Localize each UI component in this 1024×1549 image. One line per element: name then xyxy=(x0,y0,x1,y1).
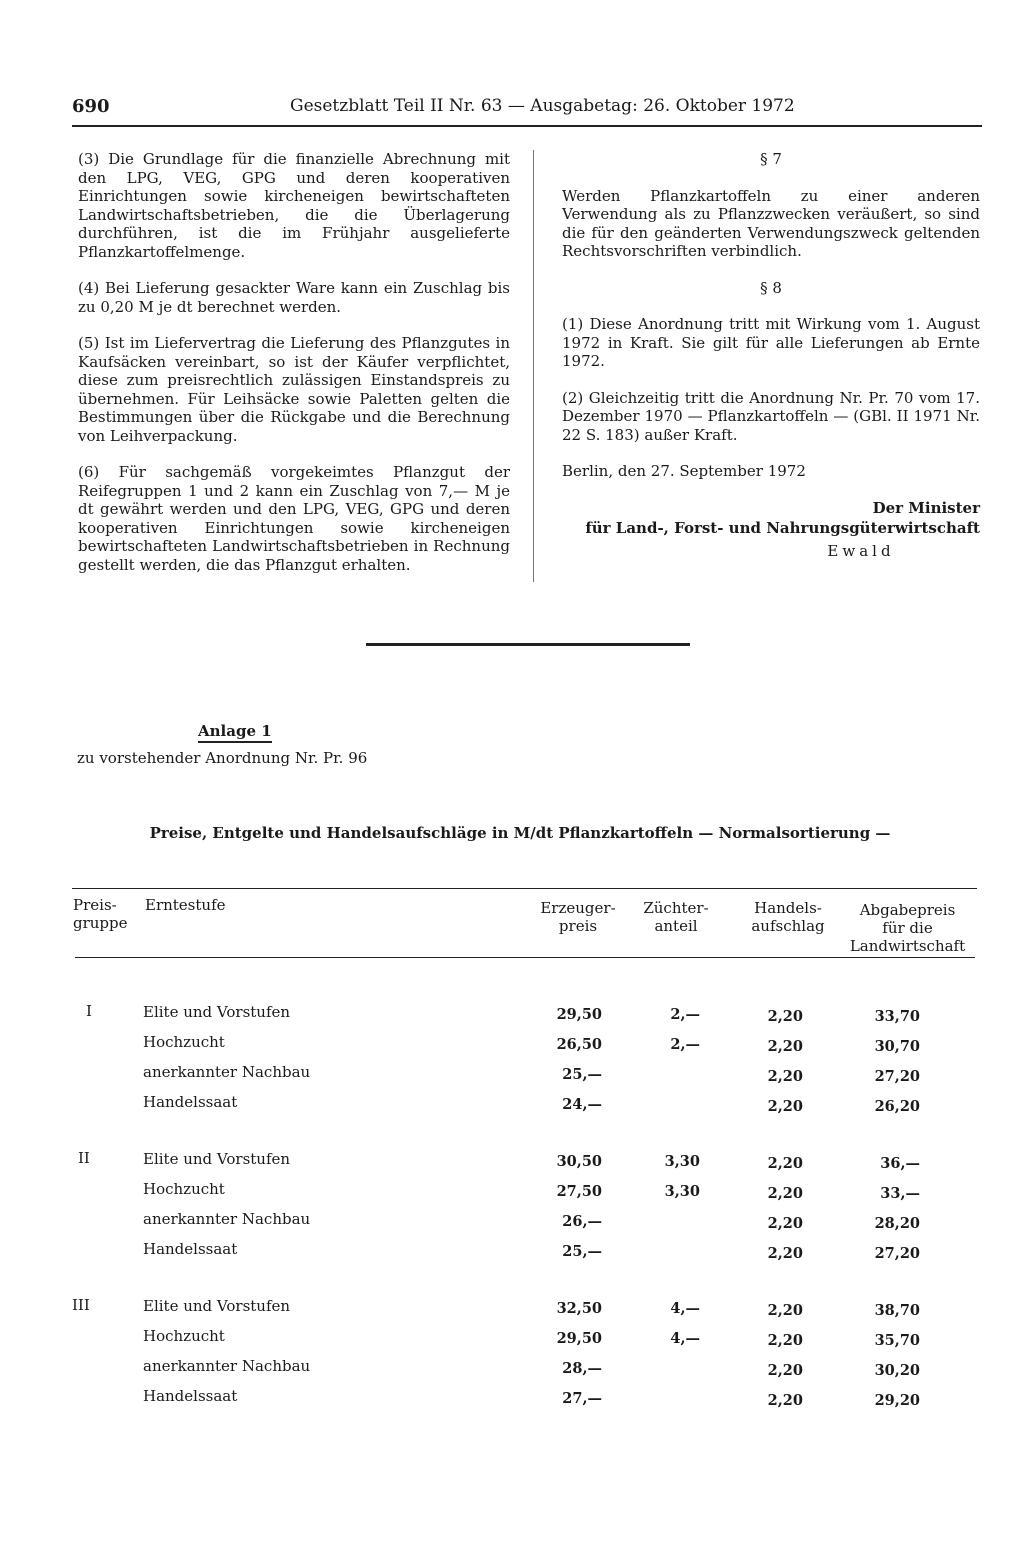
header-abgabepreis-line1: Abgabepreis xyxy=(859,901,956,919)
table-title: Preise, Entgelte und Handelsaufschläge in M/dt Pflanzkartoffeln — Normalsortierung — xyxy=(149,824,891,842)
cell-handelsaufschlag: 2,20 xyxy=(767,1185,803,1202)
cell-zuechteranteil: 4,— xyxy=(670,1330,700,1347)
right-column xyxy=(562,150,980,560)
cell-handelsaufschlag: 2,20 xyxy=(767,1038,803,1055)
cell-erntestufe: anerkannter Nachbau xyxy=(143,1357,311,1375)
cell-zuechteranteil: 2,— xyxy=(670,1006,700,1023)
paragraph-3-text: (3) Die Grundlage für die finanzielle Abrechnung mit den LPG, VEG, GPG und deren kooperativen Einrichtungen sowie kircheneigen bewirtschafteten Landwirtschaftsbetrieben, die die Überlagerung durchführen, ist die im Frühjahr ausgelieferte Pflanzkartoffelmenge. xyxy=(78,150,510,261)
cell-erzeugerpreis: 27,— xyxy=(562,1390,602,1407)
section-8-paragraph-2-text: (2) Gleichzeitig tritt die Anordnung Nr. Pr. 70 vom 17. Dezember 1970 — Pflanzkartoffeln — (GBl. II 1971 Nr. 22 S. 183) außer Kraft. xyxy=(562,388,980,444)
section-separator xyxy=(366,643,690,646)
cell-handelsaufschlag: 2,20 xyxy=(767,1098,803,1115)
cell-abgabepreis: 28,20 xyxy=(874,1215,920,1232)
header-zuechteranteil-line1: Züchter- xyxy=(643,899,709,917)
cell-erzeugerpreis: 32,50 xyxy=(556,1300,602,1317)
header-handelsaufschlag-line1: Handels- xyxy=(754,899,822,917)
anlage-reference: zu vorstehender Anordnung Nr. Pr. 96 xyxy=(77,749,368,767)
header-erzeugerpreis-line1: Erzeuger- xyxy=(540,899,616,917)
section-8-paragraph-2 xyxy=(562,389,980,445)
cell-erzeugerpreis: 25,— xyxy=(562,1243,602,1260)
header-handelsaufschlag-line2: aufschlag xyxy=(751,917,825,935)
table-header-rule xyxy=(75,957,975,958)
group-label: III xyxy=(72,1296,90,1314)
cell-abgabepreis: 38,70 xyxy=(874,1302,920,1319)
cell-zuechteranteil: 3,30 xyxy=(664,1153,700,1170)
header-handelsaufschlag xyxy=(738,899,838,935)
paragraph-3 xyxy=(78,150,510,261)
group-label: I xyxy=(86,1002,92,1020)
left-column xyxy=(78,150,510,592)
cell-erntestufe: Handelssaat xyxy=(143,1240,238,1258)
header-rule xyxy=(72,125,982,127)
cell-abgabepreis: 26,20 xyxy=(874,1098,920,1115)
header-zuechteranteil xyxy=(631,899,721,935)
cell-abgabepreis: 30,70 xyxy=(874,1038,920,1055)
cell-erntestufe: Handelssaat xyxy=(143,1387,238,1405)
cell-erzeugerpreis: 26,50 xyxy=(556,1036,602,1053)
paragraph-4-text: (4) Bei Lieferung gesackter Ware kann ein Zuschlag bis zu 0,20 M je dt berechnet werden. xyxy=(78,279,510,316)
cell-handelsaufschlag: 2,20 xyxy=(767,1068,803,1085)
header-preisgruppe xyxy=(73,896,128,932)
cell-handelsaufschlag: 2,20 xyxy=(767,1302,803,1319)
signature-name: Ewald xyxy=(827,541,895,560)
cell-erntestufe: Hochzucht xyxy=(143,1180,225,1198)
cell-handelsaufschlag: 2,20 xyxy=(767,1008,803,1025)
page-number: 690 xyxy=(72,96,110,117)
section-8-heading: § 8 xyxy=(760,278,782,297)
paragraph-5 xyxy=(78,334,510,445)
cell-zuechteranteil: 2,— xyxy=(670,1036,700,1053)
section-7-heading: § 7 xyxy=(760,150,782,168)
page-header-title: Gesetzblatt Teil II Nr. 63 — Ausgabetag: 26. Oktober 1972 xyxy=(290,96,795,116)
cell-erntestufe: anerkannter Nachbau xyxy=(143,1210,311,1228)
header-abgabepreis-line2: für die xyxy=(882,919,933,937)
cell-erzeugerpreis: 24,— xyxy=(562,1096,602,1113)
cell-abgabepreis: 29,20 xyxy=(874,1392,920,1409)
cell-erzeugerpreis: 25,— xyxy=(562,1066,602,1083)
cell-abgabepreis: 36,— xyxy=(880,1155,920,1172)
signature-block xyxy=(562,499,980,561)
table-top-rule xyxy=(72,888,977,889)
cell-erzeugerpreis: 26,— xyxy=(562,1213,602,1230)
cell-handelsaufschlag: 2,20 xyxy=(767,1392,803,1409)
cell-erzeugerpreis: 30,50 xyxy=(556,1153,602,1170)
header-zuechteranteil-line2: anteil xyxy=(654,917,698,935)
cell-handelsaufschlag: 2,20 xyxy=(767,1332,803,1349)
section-7-text xyxy=(562,187,980,261)
cell-erzeugerpreis: 29,50 xyxy=(556,1330,602,1347)
cell-handelsaufschlag: 2,20 xyxy=(767,1215,803,1232)
cell-abgabepreis: 27,20 xyxy=(874,1245,920,1262)
group-label: II xyxy=(78,1149,90,1167)
cell-erntestufe: Elite und Vorstufen xyxy=(143,1003,291,1021)
paragraph-5-text: (5) Ist im Liefervertrag die Lieferung des Pflanzgutes in Kaufsäcken vereinbart, so ist der Käufer verpflichtet, diese zum preisrechtlich zulässigen Einstandspreis zu übernehmen. Für Leihsäcke sowie Paletten gelten die Bestimmungen über die Rückgabe und die Berechnung von Leihverpackung. xyxy=(78,334,510,445)
cell-erntestufe: Elite und Vorstufen xyxy=(143,1297,291,1315)
cell-erzeugerpreis: 29,50 xyxy=(556,1006,602,1023)
cell-zuechteranteil: 4,— xyxy=(670,1300,700,1317)
cell-handelsaufschlag: 2,20 xyxy=(767,1155,803,1172)
cell-handelsaufschlag: 2,20 xyxy=(767,1362,803,1379)
place-and-date-text: Berlin, den 27. September 1972 xyxy=(562,462,806,480)
cell-abgabepreis: 27,20 xyxy=(874,1068,920,1085)
cell-erntestufe: Hochzucht xyxy=(143,1327,225,1345)
section-7-paragraph: Werden Pflanzkartoffeln zu einer anderen Verwendung als zu Pflanzzwecken veräußert, so sind die für den geänderten Verwendungszweck geltenden Rechtsvorschriften verbindlich. xyxy=(562,186,980,260)
section-8-paragraph-1-text: (1) Diese Anordnung tritt mit Wirkung vom 1. August 1972 in Kraft. Sie gilt für alle Lieferungen ab Ernte 1972. xyxy=(562,315,980,370)
header-erzeugerpreis-line2: preis xyxy=(558,917,598,935)
paragraph-6 xyxy=(78,463,510,574)
header-erntestufe: Erntestufe xyxy=(145,896,226,914)
cell-erzeugerpreis: 27,50 xyxy=(556,1183,602,1200)
cell-erntestufe: Hochzucht xyxy=(143,1033,225,1051)
cell-abgabepreis: 35,70 xyxy=(874,1332,920,1349)
section-8-paragraph-1 xyxy=(562,315,980,371)
paragraph-6-text: (6) Für sachgemäß vorgekeimtes Pflanzgut der Reifegruppen 1 und 2 kann ein Zuschlag von 7,— M je dt gewährt werden und den LPG, VEG, GPG und deren kooperativen Einrichtungen sowie kircheneigen bewirtschafteten Landwirtschaftsbetrieben in Rechnung gestellt werden, die das Pflanzgut erhalten. xyxy=(78,463,510,574)
cell-abgabepreis: 30,20 xyxy=(874,1362,920,1379)
cell-zuechteranteil: 3,30 xyxy=(664,1183,700,1200)
column-divider xyxy=(533,150,534,582)
cell-handelsaufschlag: 2,20 xyxy=(767,1245,803,1262)
header-preisgruppe-line2: gruppe xyxy=(73,914,128,932)
cell-abgabepreis: 33,70 xyxy=(874,1008,920,1025)
signature-title: Der Minister xyxy=(872,498,980,517)
signature-ministry: für Land-, Forst- und Nahrungsgüterwirtschaft xyxy=(585,519,980,537)
place-and-date xyxy=(562,462,980,481)
cell-erntestufe: anerkannter Nachbau xyxy=(143,1063,311,1081)
header-preisgruppe-line1: Preis- xyxy=(73,896,117,914)
cell-erzeugerpreis: 28,— xyxy=(562,1360,602,1377)
header-erzeugerpreis xyxy=(528,899,628,935)
cell-abgabepreis: 33,— xyxy=(880,1185,920,1202)
anlage-title: Anlage 1 xyxy=(198,722,272,743)
cell-erntestufe: Elite und Vorstufen xyxy=(143,1150,291,1168)
cell-erntestufe: Handelssaat xyxy=(143,1093,238,1111)
header-abgabepreis xyxy=(840,901,975,955)
header-abgabepreis-line3: Landwirtschaft xyxy=(849,937,966,955)
paragraph-4 xyxy=(78,279,510,316)
